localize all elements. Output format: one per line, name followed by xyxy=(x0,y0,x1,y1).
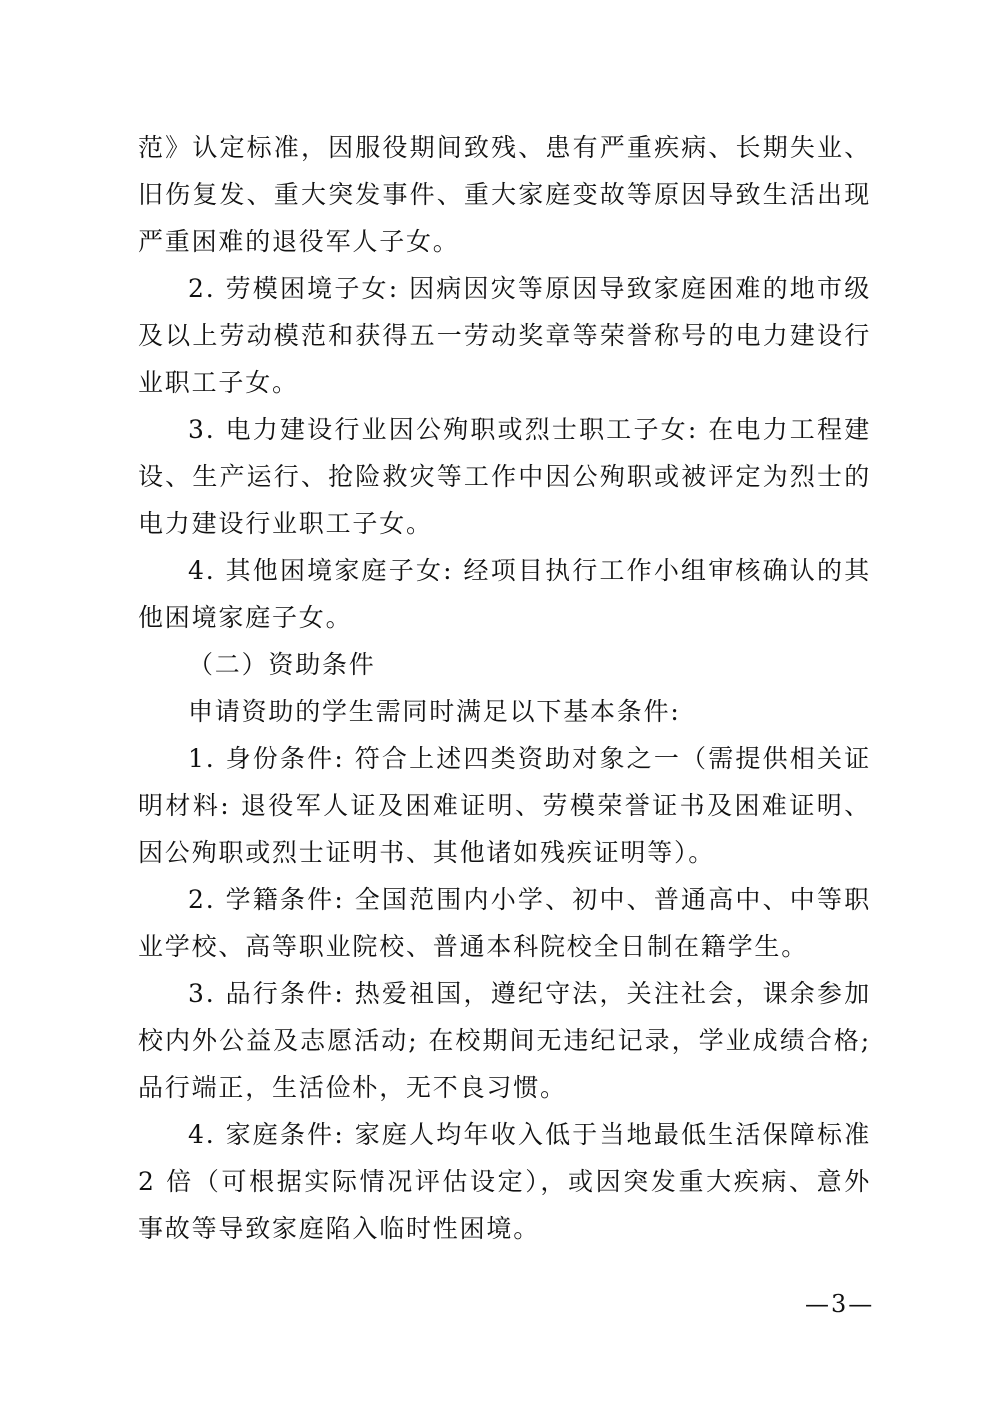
paragraph-identity-condition: 1. 身份条件: 符合上述四类资助对象之一（需提供相关证明材料: 退役军人证及困难证明、劳模荣誉证书及困难证明、因公殉职或烈士证明书、其他诸如残疾证明等）。 xyxy=(138,744,871,867)
paragraph-conduct-condition: 3. 品行条件: 热爱祖国，遵纪守法，关注社会，课余参加校内外公益及志愿活动; 在校期间无违纪记录，学业成绩合格; 品行端正，生活俭朴，无不良习惯。 xyxy=(138,979,871,1102)
paragraph-continuation: 范》认定标准，因服役期间致残、患有严重疾病、长期失业、旧伤复发、重大突发事件、重大家庭变故等原因导致生活出现严重困难的退役军人子女。 xyxy=(138,133,871,256)
paragraph-conditions-intro: 申请资助的学生需同时满足以下基本条件: xyxy=(188,697,681,726)
paragraph-family-condition: 4. 家庭条件: 家庭人均年收入低于当地最低生活保障标准 2 倍（可根据实际情况评估设定），或因突发重大疾病、意外事故等导致家庭陷入临时性困境。 xyxy=(138,1120,871,1243)
page-number: —3— xyxy=(805,1290,875,1318)
paragraph-martyr-children: 3. 电力建设行业因公殉职或烈士职工子女: 在电力工程建设、生产运行、抢险救灾等工作中因公殉职或被评定为烈士的电力建设行业职工子女。 xyxy=(138,415,871,538)
paragraph-other-children: 4. 其他困境家庭子女: 经项目执行工作小组审核确认的其他困境家庭子女。 xyxy=(138,556,871,632)
document-body xyxy=(138,124,871,1252)
paragraph-enrollment-condition: 2. 学籍条件: 全国范围内小学、初中、普通高中、中等职业学校、高等职业院校、普通本科院校全日制在籍学生。 xyxy=(138,885,871,961)
section-heading-conditions: （二）资助条件 xyxy=(188,650,376,679)
paragraph-model-worker-children: 2. 劳模困境子女: 因病因灾等原因导致家庭困难的地市级及以上劳动模范和获得五一劳动奖章等荣誉称号的电力建设行业职工子女。 xyxy=(138,274,871,397)
